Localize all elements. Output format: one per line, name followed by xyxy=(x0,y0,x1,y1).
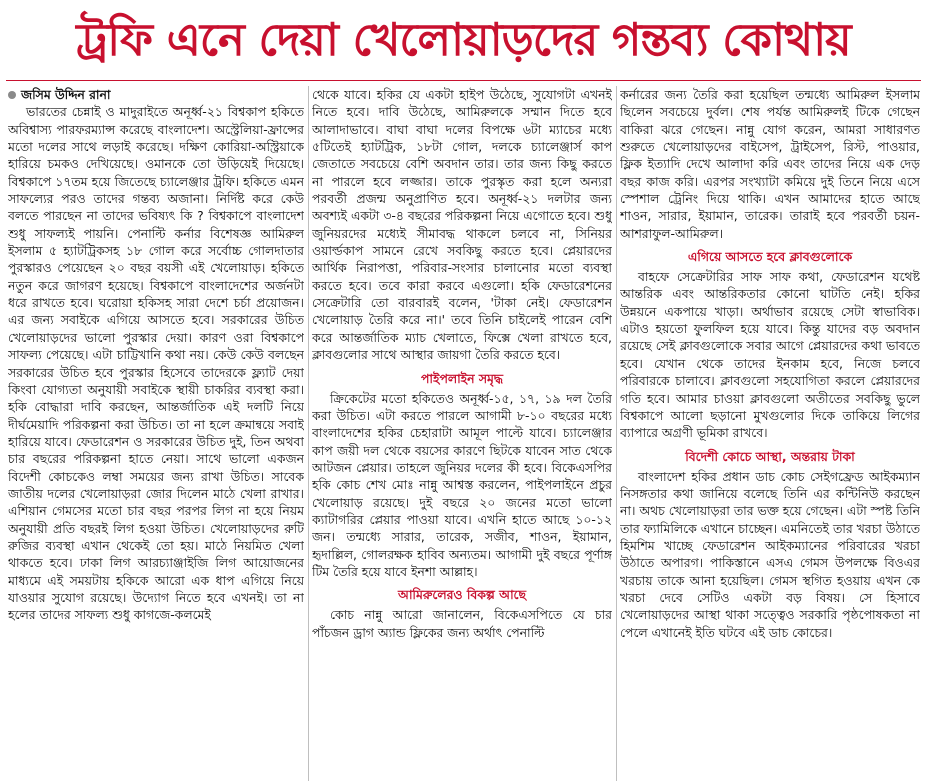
paragraph: বাংলাদেশ হকির প্রধান ডাচ কোচ সেইগফ্রেড আইকম্যান নিসঙ্গতার কথা জানিয়ে বলেছে তিনি এর কন্টিনিউ করছেন না। অথচ খেলোয়াড়রা তার ভক্ত হয়ে গেছেন। এটা স্পষ্ট তিনি তার ফ্যামিলিকে এখানে চাচ্ছেন। এমনিতেই তার খরচা উঠাতে হিমশিম খাচ্ছে ফেডারেশন আইকম্যানের পরিবারের খরচা উঠাতে অপারগ। পাকিস্তানে এসএ গেমস উপলক্ষে বিওএর খরচায় তাকে আনা হয়েছিল। গেমস স্থগিত হওয়ায় এখন কে খরচা দেবে সেটিও একটা বড় বিষয়। সে হিসাবে খেলোয়াড়দের আস্থা থাকা সত্ত্বেও সরকারি পৃষ্ঠপোষকতা না পেলে এখানেই ইতি ঘটবে এই ডাচ কোচের। xyxy=(620,468,920,640)
column-divider xyxy=(308,86,309,781)
byline-author: জসিম উদ্দিন রানা xyxy=(21,87,111,102)
headline-rule xyxy=(6,80,921,81)
subheading: এগিয়ে আসতে হবে ক্লাবগুলোকে xyxy=(687,249,853,265)
article-column-1 xyxy=(8,86,304,781)
paragraph: ভারতের চেন্নাই ও মাদুরাইতে অনূর্ধ্ব-২১ বিশ্বকাপ হকিতে অবিশ্বাস্য পারফরম্যান্স করেছে বাংলাদেশ। অস্ট্রেলিয়া-ফ্রান্সের মতো দলের সাথে লড়াই করেছে। দক্ষিণ কোরিয়া-অস্ট্রিয়াকে হারিয়ে চমকও দেখিয়েছে। ওমানকে তো উড়িয়েই দিয়েছে। বিশ্বকাপে ১৭তম হয়ে জিতেছে চ্যালেঞ্জার ট্রফি। হকিতে এমন সাফল্যের পরও তাদের গন্তব্য অজানা। নির্দিষ্ট করে কেউ বলতে পারছেন না তাদের ভবিষ্যৎ কি ? বিশ্বকাপে বাংলাদেশ শুধু সাফল্যই পায়নি। পেনাল্টি কর্নার বিশেষজ্ঞ আমিরুল ইসলাম ৫ হ্যাটট্রিকসহ ১৮ গোল করে সর্বোচ্চ গোলদাতার পুরস্কারও পেয়েছেন ২০ বছর বয়সী এই খেলোয়াড়। হকিতে নতুন করে জাগরণ হয়েছে। বিশ্বকাপে বাংলাদেশের অর্জনটা ধরে রাখতে হবে। ঘরোয়া হকিসহ সারা দেশে চর্চা প্রয়োজন। এর জন্য সবাইকে এগিয়ে আসতে হবে। সরকারের উচিত খেলোয়াড়দের ভালো পুরস্কার দেয়া। কারণ ওরা বিশ্বকাপে সাফল্য পেয়েছে। এটা চাট্টিখানি কথা নয়। কেউ কেউ বলছেন সরকারের উচিত হবে পুরস্কার হিসেবে তাদেরকে ফ্ল্যাট দেয়া কিংবা যোগ্যতা অনুযায়ী সবাইকে স্থায়ী চাকরির ব্যবস্থা করা। হকি বোদ্ধারা দাবি করছেন, আন্তর্জাতিক এই দলটি নিয়ে দীর্ঘমেয়াদি পরিকল্পনা করা উচিত। তা না হলে ক্রমান্বয়ে সবাই হারিয়ে যাবে। ফেডারেশন ও সরকারের উচিত দুই, তিন অথবা চার বছরের পরিকল্পনা হাতে নেয়া। সাথে ভালো একজন বিদেশী কোচকেও লম্বা সময়ের জন্য রাখা উচিত। সাবেক জাতীয় দলের খেলোয়াড়রা জোর দিলেন মাঠে খেলা রাখার। এশিয়ান গেমসের মতো চার বছর পরপর লিগ না হয়ে নিয়ম অনুযায়ী প্রতি বছরই লিগ হওয়া উচিত। খেলোয়াড়দের রুটি রুজির ব্যবস্থা এখান থেকেই তো হয়। মাঠে নিয়মিত খেলা থাকতে হবে। ঢাকা লিগ আরচ্যাঞ্জাইজি লিগ আয়োজনের মাধ্যমে এই সময়টায় হকিকে আরো এক ধাপ এগিয়ে নিয়ে যাওয়ার সুযোগ রয়েছে। উদ্যোগ নিতে হবে এখনই। তা না হলের তাদের সাফল্য শুধু কাগজে-কলমেই xyxy=(8,104,304,623)
subheading: আমিরুলেরও বিকল্প আছে xyxy=(397,587,527,603)
subheading: বিদেশী কোচে আস্থা, অন্তরায় টাকা xyxy=(685,448,855,464)
byline xyxy=(8,86,304,103)
paragraph: ক্রিকেটের মতো হকিতেও অনূর্ধ্ব-১৫, ১৭, ১৯ দল তৈরি করা উচিত। এটা করতে পারলে আগামী ৮-১০ বছরের মধ্যে বাংলাদেশের হকির চেহারাটা আমূল পাল্টে যাবে। চ্যালেঞ্জার কাপ জয়ী দল থেকে বয়সের কারণে ছিটকে যাবেন সাত থেকে আটজন প্লেয়ার। তাহলে জুনিয়র দলের কী হবে। বিকেএসপির হকি কোচ শেখ মোঃ নান্নু আশ্বস্ত করলেন, পাইপলাইনে প্রচুর খেলোয়াড় রয়েছে। দুই বছরে ২০ জনের মতো ভালো ক্যাটাগরির প্লেয়ার পাওয়া যাবে। এখনি হাতে আছে ১০-১২ জন। তন্মধ্যে সারার, তারেক, সজীব, শাওন, ইয়ামান, হৃদাল্লিল, গোলরক্ষক হাবিব অন্যতম। আগামী দুই বছরে পূর্ণাঙ্গ টিম তৈরি হয়ে যাবে ইনশা আল্লাহ। xyxy=(312,390,612,579)
paragraph: থেকে যাবে। হকির যে একটা হাইপ উঠেছে, সুযোগটা এখনই নিতে হবে। দাবি উঠেছে, আমিরুলকে সম্মান দিতে হবে আলাদাভাবে। বাঘা বাঘা দলের বিপক্ষে ৬টা ম্যাচের মধ্যে ৫টিতেই হ্যাটট্রিক, ১৮টা গোল, দলকে চ্যালেঞ্জার্স কাপ জেতাতে সবচেয়ে বেশি অবদান তার। তার জন্য কিছু করতে না পারলে হবে লজ্জার। তাকে পুরস্কৃত করা হলে অন্যরা পরবর্তী প্রজন্ম অনুপ্রাণিত হবে। অনূর্ধ্ব-২১ দলটার জন্য অবশ্যই একটা ৩-৪ বছরের পরিকল্পনা নিয়ে এগোতে হবে। শুধু জুনিয়রদের মধ্যেই সীমাবদ্ধ থাকলে চলবে না, সিনিয়র ওয়ার্ল্ডকাপ সামনে রেখে সবকিছু করতে হবে। প্লেয়ারদের আর্থিক নিরাপত্তা, পরিবার-সংসার চালানোর মতো ব্যবস্থা করতে হবে। তবে কারা করবে এগুলো। হকি ফেডারেশনের সেক্রেটারি তো বারবারই বলেন, 'টাকা নেই। ফেডারেশন খেলোয়াড় তৈরি করে না।' তবে তিনি চাইলেই পারেন বেশি করে আন্তর্জাতিক ম্যাচ খেলাতে, ফিক্সে খেলা রাখতে হবে, ক্লাবগুলোর সাথে আস্থার জায়গা তৈরি করতে হবে। xyxy=(312,87,612,363)
article-column-3 xyxy=(620,86,920,781)
headline: ট্রফি এনে দেয়া খেলোয়াড়দের গন্তব্য কোথায় xyxy=(76,13,851,66)
bullet-icon xyxy=(8,91,16,99)
paragraph: কর্নারের জন্য তৈরি করা হয়েছিল তন্মধ্যে আমিরুল ইসলাম ছিলেন সবচেয়ে দুর্বল। শেষ পর্যন্ত আমিরুলই টিকে গেছেন বাকিরা ঝরে গেছেন। নান্নু যোগ করেন, আমরা সাধারণত শুরুতে খেলোয়াড়দের বাইসেপ, ট্রাইসেপ, রিস্ট, পাওয়ার, ফ্লিক ইত্যাদি দেখে আলাদা করি এবং তাদের নিয়ে এক দেড় বছর কাজ করি। এরপর সংখ্যাটা কমিয়ে দুই তিনে নিয়ে এসে স্পেশাল ট্রেনিং দিয়ে থাকি। এখন আমাদের হাতে আছে শাওন, সারার, ইয়ামান, তারেক। তারাই হবে পরবর্তী চয়ন-আশরাফুল-আমিরুল। xyxy=(620,87,920,241)
article-column-2 xyxy=(312,86,612,781)
subheading: পাইপলাইন সমৃদ্ধ xyxy=(421,370,503,386)
column-divider xyxy=(616,86,617,781)
paragraph: কোচ নান্নু আরো জানালেন, বিকেএসপিতে যে চার পাঁচজন ড্রাগ অ্যান্ড ফ্লিকের জন্য অর্থাৎ পেনাল্টি xyxy=(312,607,612,640)
paragraph: বাহফে সেক্রেটারির সাফ সাফ কথা, ফেডারেশন যথেষ্ট আন্তরিক এবং আন্তরিকতার কোনো ঘাটতি নেই। হকির উন্নয়নে একপায়ে খাড়া। অর্থাভাব রয়েছে সেটা স্বাভাবিক। এটাও হয়তো ফুলফিল হয়ে যাবে। কিন্তু যাদের বড় অবদান রয়েছে সেই ক্লাবগুলোকে সবার আগে প্লেয়ারদের কথা ভাবতে হবে। যেখান থেকে তাদের ইনকাম হবে, নিজে চলবে পরিবারকে চালাবে। ক্লাবগুলো সহযোগিতা করলে প্লেয়ারদের গতি হবে। আমার চাওয়া ক্লাবগুলো অতীতের সবকিছু ভুলে বিশ্বকাপে আলো ছড়ানো মুখগুলোর দিকে তাকিয়ে লিগের ব্যাপারে অগ্রণী ভূমিকা রাখবে। xyxy=(620,269,920,441)
